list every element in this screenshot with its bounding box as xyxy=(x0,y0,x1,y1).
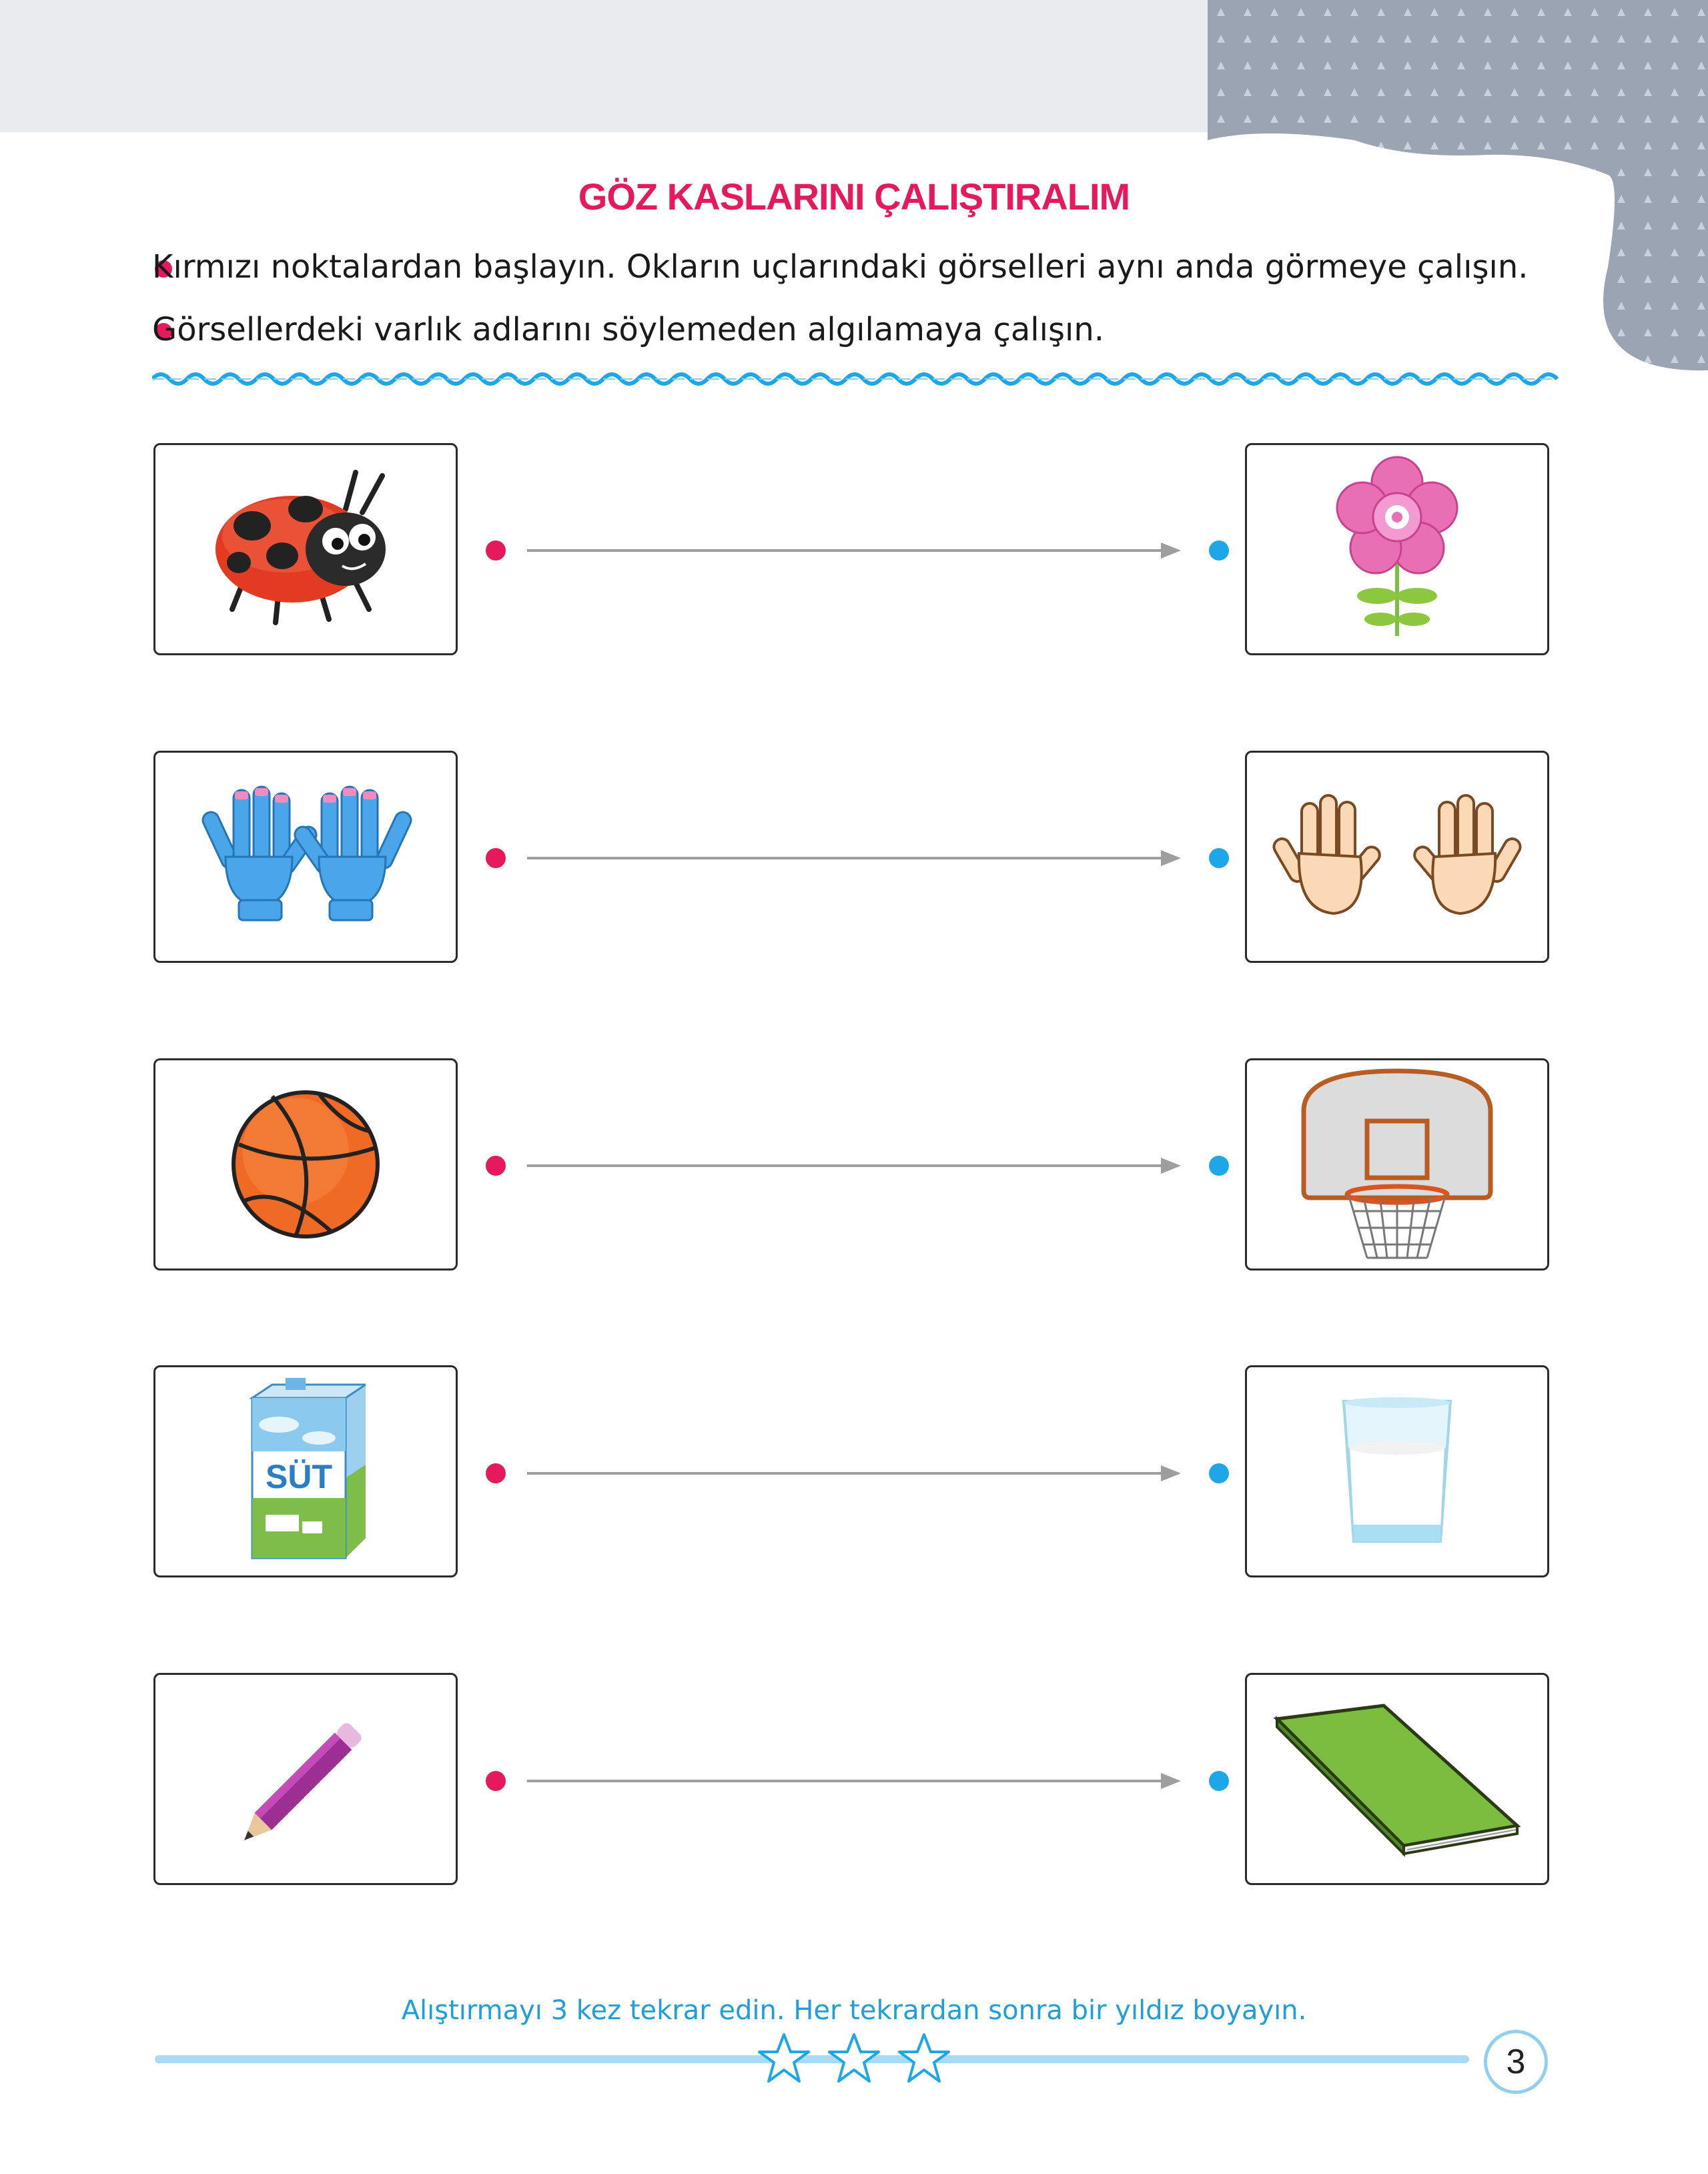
end-dot xyxy=(1209,1771,1229,1791)
start-dot xyxy=(486,1771,506,1791)
guide-arrow xyxy=(527,1152,1181,1179)
book-icon xyxy=(1270,1699,1524,1859)
start-dot xyxy=(486,1463,506,1483)
start-dot xyxy=(486,1156,506,1176)
basketball-hoop-icon xyxy=(1290,1064,1504,1264)
gloves-icon xyxy=(185,783,426,930)
end-dot xyxy=(1209,1156,1229,1176)
start-dot xyxy=(486,540,506,561)
flower-icon xyxy=(1330,456,1464,643)
milk-carton-icon xyxy=(246,1378,366,1565)
ladybug-card xyxy=(153,443,458,655)
glass-of-milk-icon xyxy=(1337,1395,1457,1548)
glass-card xyxy=(1245,1365,1549,1577)
ladybug-icon xyxy=(205,462,406,636)
basketball-card xyxy=(153,1058,458,1271)
star-icon[interactable] xyxy=(829,2035,879,2081)
stars xyxy=(754,2032,954,2085)
guide-arrow xyxy=(527,1460,1181,1487)
gloves-card xyxy=(153,751,458,963)
star-icon[interactable] xyxy=(899,2035,949,2081)
instruction-1: Kırmızı noktalardan başlayın. Okların uçlarındaki görselleri aynı anda görmeye çalışın. xyxy=(152,248,1529,286)
basketball-icon xyxy=(226,1084,386,1244)
hands-icon xyxy=(1267,790,1527,924)
footer-instruction: Alıştırmayı 3 kez tekrar edin. Her tekrardan sonra bir yıldız boyayın. xyxy=(401,1995,1307,2026)
guide-arrow xyxy=(527,1768,1181,1794)
end-dot xyxy=(1209,1463,1229,1483)
flower-card xyxy=(1245,443,1549,655)
pencil-icon xyxy=(219,1692,392,1866)
guide-arrow xyxy=(527,537,1181,564)
book-card xyxy=(1245,1673,1549,1885)
pencil-card xyxy=(153,1673,458,1885)
guide-arrow xyxy=(527,845,1181,871)
end-dot xyxy=(1209,848,1229,868)
star-icon[interactable] xyxy=(759,2035,809,2081)
milk-carton-card xyxy=(153,1365,458,1577)
hands-card xyxy=(1245,751,1549,963)
carton-label: SÜT xyxy=(266,1458,332,1495)
hoop-card xyxy=(1245,1058,1549,1271)
page-number: 3 xyxy=(1484,2030,1548,2094)
instruction-2: Görsellerdeki varlık adlarını söylemeden algılamaya çalışın. xyxy=(152,311,1104,348)
page-title: GÖZ KASLARINI ÇALIŞTIRALIM xyxy=(578,175,1130,218)
end-dot xyxy=(1209,540,1229,561)
start-dot xyxy=(486,848,506,868)
header-band xyxy=(0,0,1221,132)
wavy-divider xyxy=(152,366,1560,392)
